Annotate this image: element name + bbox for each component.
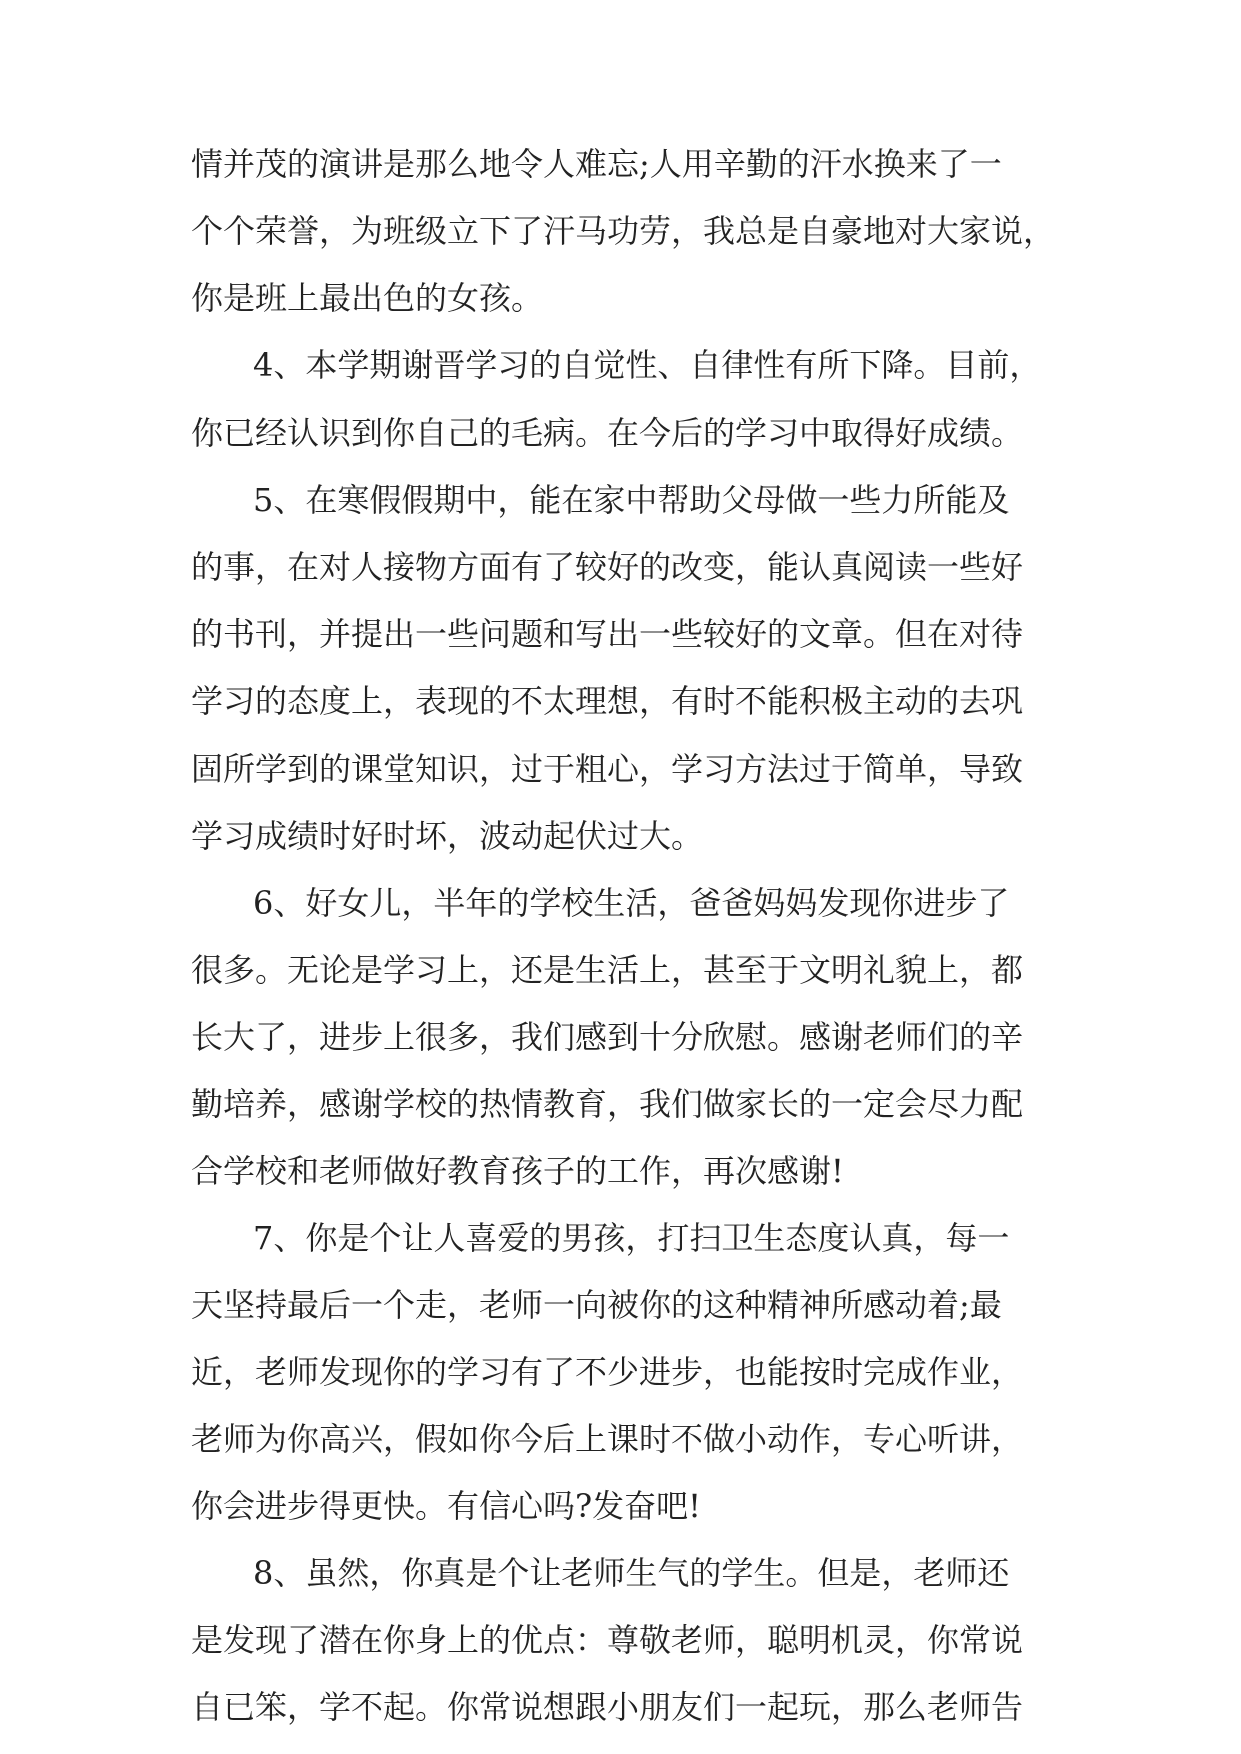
paragraph-4-start: 4、本学期谢晋学习的自觉性、自律性有所下降。目前， <box>253 346 1042 384</box>
text-line: 学习的态度上，表现的不太理想，有时不能积极主动的去巩 <box>191 682 1024 720</box>
text-line: 你会进步得更快。有信心吗?发奋吧! <box>191 1487 702 1525</box>
text-line: 的事，在对人接物方面有了较好的改变，能认真阅读一些好 <box>191 548 1024 586</box>
text-line: 合学校和老师做好教育孩子的工作，再次感谢! <box>191 1152 844 1190</box>
text-line: 学习成绩时好时坏，波动起伏过大。 <box>191 817 704 855</box>
paragraph-6-start: 6、好女儿，半年的学校生活，爸爸妈妈发现你进步了 <box>253 884 1010 922</box>
text-line: 你已经认识到你自己的毛病。在今后的学习中取得好成绩。 <box>191 414 1024 452</box>
text-line: 老师为你高兴，假如你今后上课时不做小动作，专心听讲， <box>191 1420 1024 1458</box>
text-line: 很多。无论是学习上，还是生活上，甚至于文明礼貌上，都 <box>191 951 1024 989</box>
text-line: 的书刊，并提出一些问题和写出一些较好的文章。但在对待 <box>191 615 1024 653</box>
text-line: 长大了，进步上很多，我们感到十分欣慰。感谢老师们的辛 <box>191 1018 1024 1056</box>
paragraph-8-start: 8、虽然，你真是个让老师生气的学生。但是，老师还 <box>253 1554 1010 1592</box>
text-line: 固所学到的课堂知识，过于粗心，学习方法过于简单，导致 <box>191 750 1024 788</box>
paragraph-7-start: 7、你是个让人喜爱的男孩，打扫卫生态度认真，每一 <box>253 1219 1010 1257</box>
text-line: 近，老师发现你的学习有了不少进步，也能按时完成作业， <box>191 1353 1024 1391</box>
text-line: 你是班上最出色的女孩。 <box>191 279 544 317</box>
paragraph-5-start: 5、在寒假假期中，能在家中帮助父母做一些力所能及 <box>253 481 1010 519</box>
text-line: 情并茂的演讲是那么地令人难忘;人用辛勤的汗水换来了一 <box>191 145 1002 183</box>
text-line: 自已笨，学不起。你常说想跟小朋友们一起玩，那么老师告 <box>191 1688 1024 1726</box>
text-line: 天坚持最后一个走，老师一向被你的这种精神所感动着;最 <box>191 1286 1002 1324</box>
text-line: 个个荣誉，为班级立下了汗马功劳，我总是自豪地对大家说， <box>191 212 1056 250</box>
text-line: 是发现了潜在你身上的优点：尊敬老师，聪明机灵，你常说 <box>191 1621 1024 1659</box>
text-line: 勤培养，感谢学校的热情教育，我们做家长的一定会尽力配 <box>191 1085 1024 1123</box>
